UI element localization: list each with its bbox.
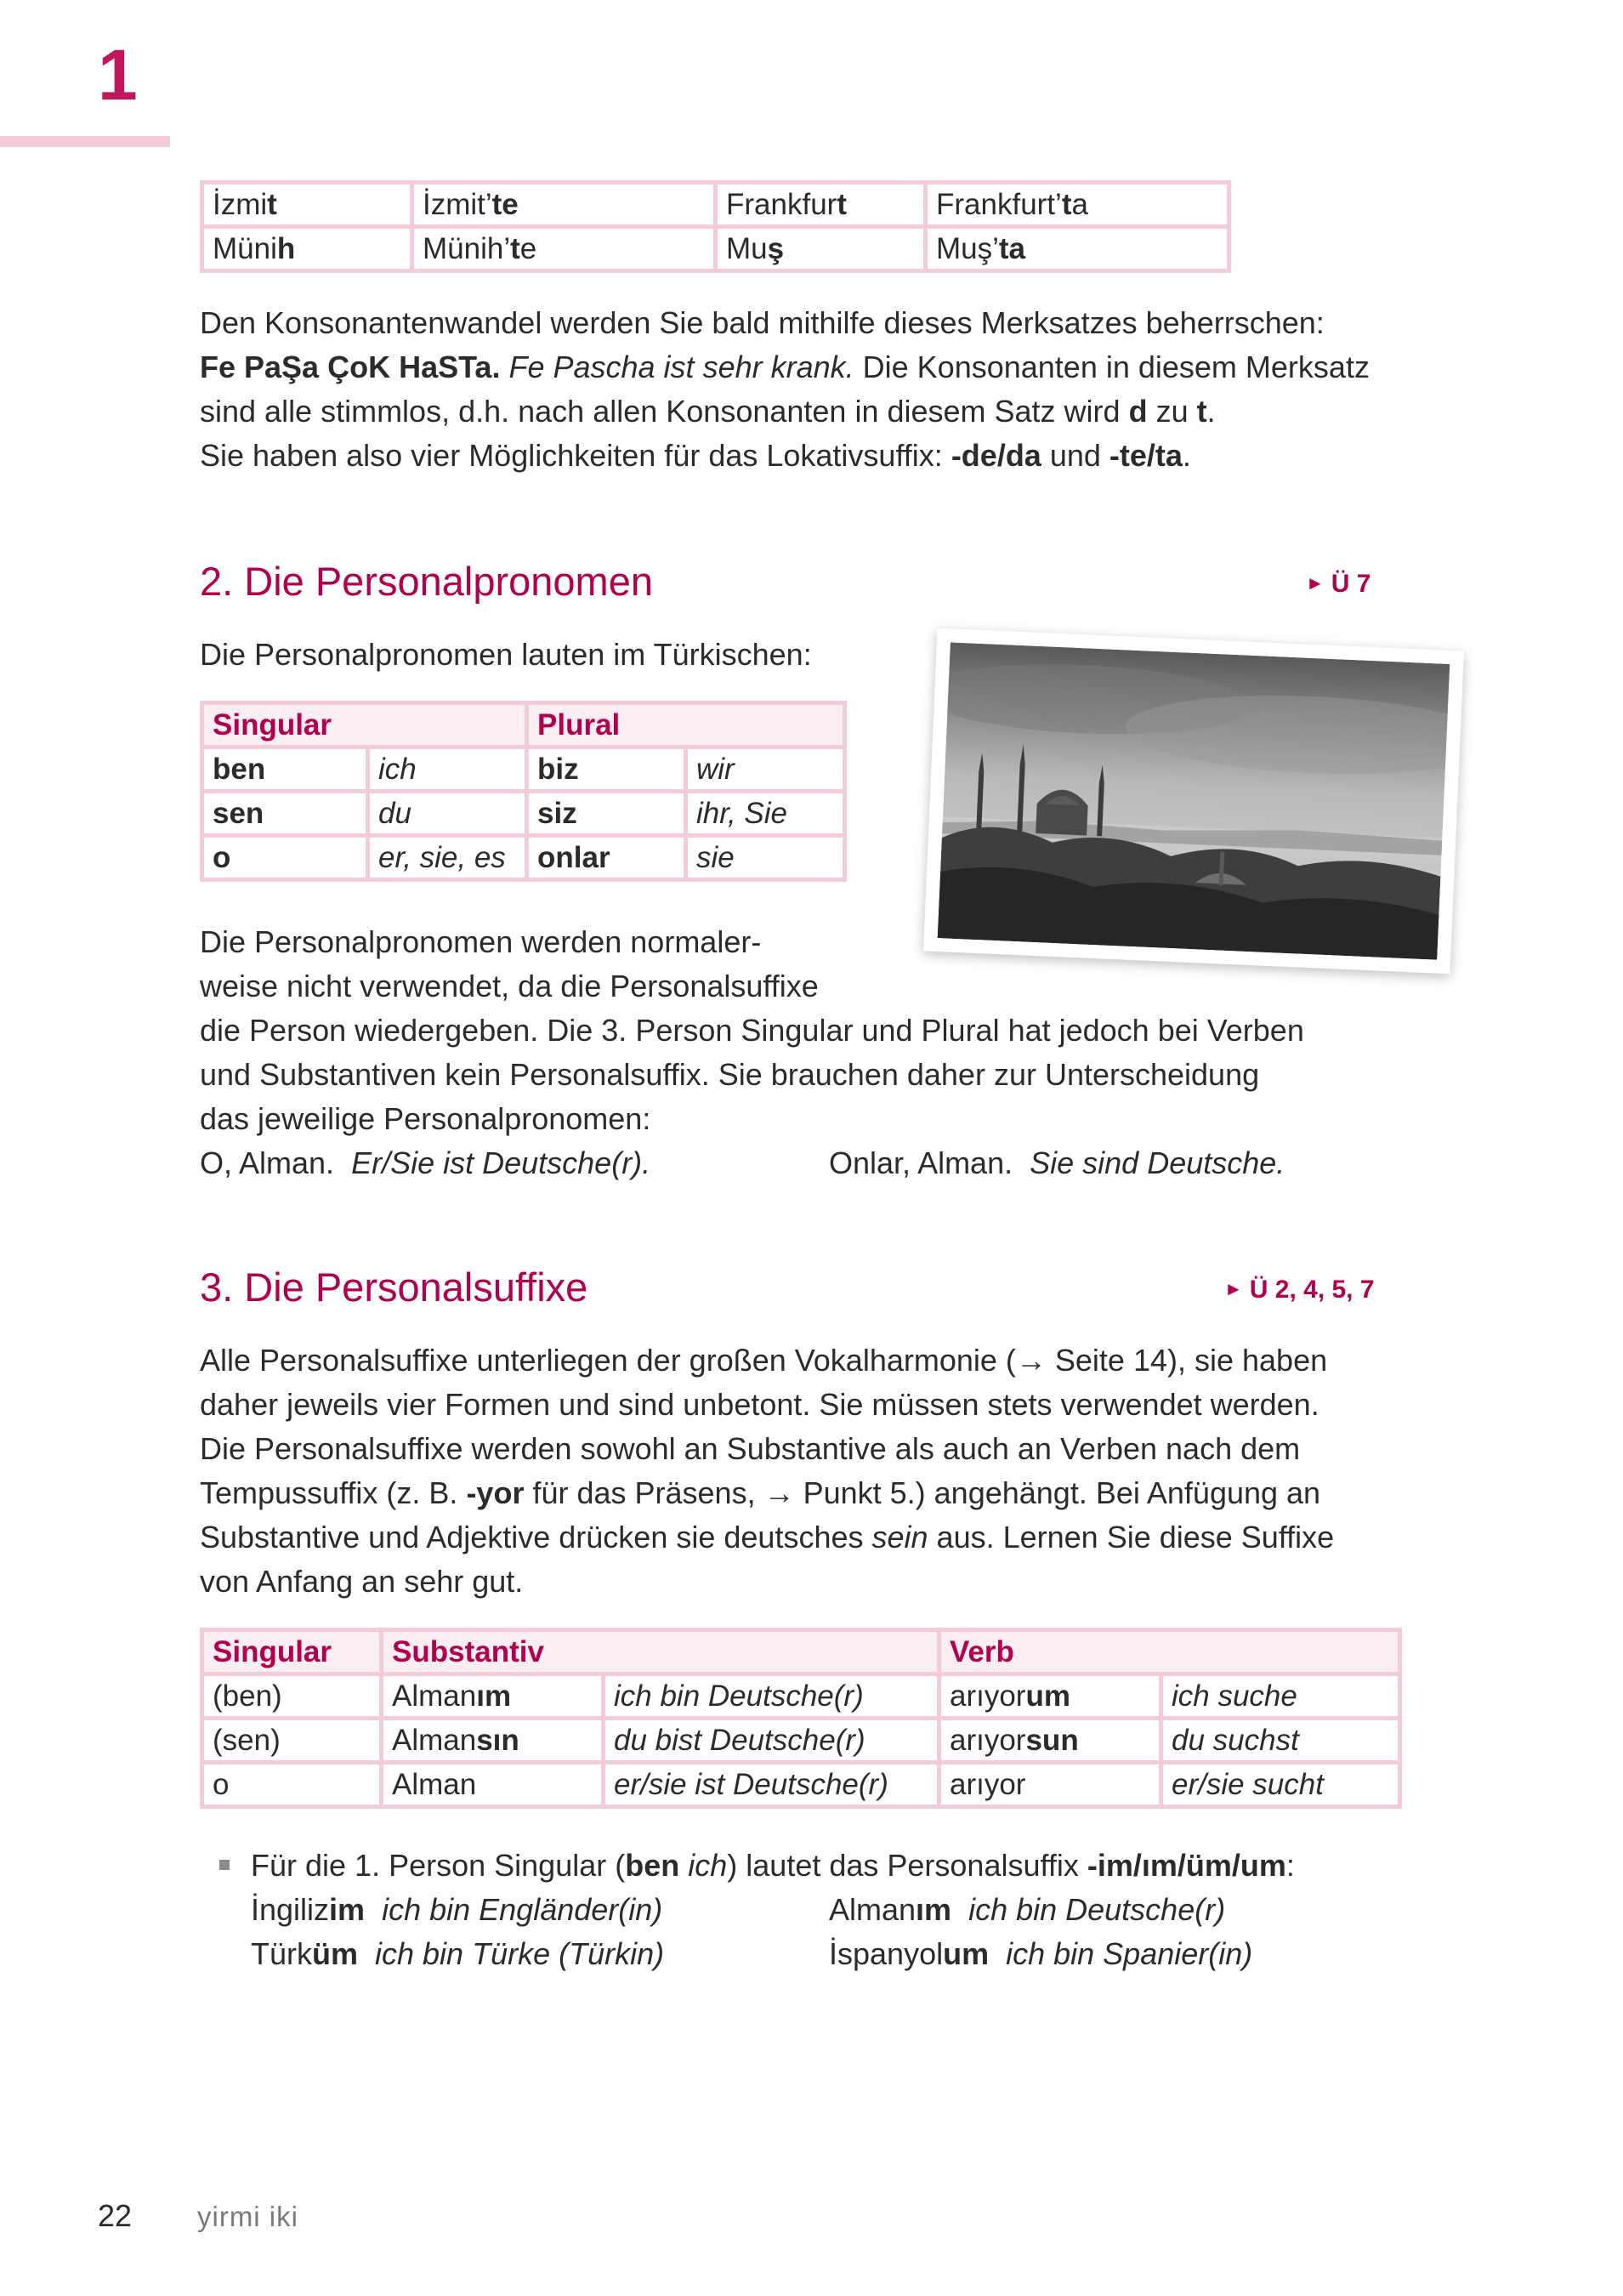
header-singular: Singular — [202, 703, 527, 747]
table-cell: İzmit’te — [412, 183, 716, 227]
table-cell: onlar — [527, 836, 686, 880]
para-line: Tempussuffix (z. B. -yor für das Präsens, → Punkt 5.) angehängt. Bei Anfügung an — [200, 1475, 1321, 1510]
para-line: die Person wiedergeben. Die 3. Person Singular und Plural hat jedoch bei Verben — [200, 1013, 1304, 1048]
table-row — [202, 747, 845, 792]
chapter-bar — [0, 136, 170, 147]
para-line: Die Personalpronomen werden normaler- — [200, 924, 762, 959]
table-cell: arıyorum — [939, 1674, 1161, 1719]
table-row — [202, 1763, 1400, 1807]
table-row — [202, 227, 1229, 271]
arrow-icon: ► — [1224, 1278, 1243, 1299]
table-header-row — [202, 703, 845, 747]
section-2-paragraph — [200, 920, 1424, 1141]
example-turkum: Türküm ich bin Türke (Türkin) — [251, 1936, 665, 1971]
table-cell: Muş — [716, 227, 926, 271]
table-cell: Münih’te — [412, 227, 716, 271]
example-ingilizim: İngilizim ich bin Engländer(in) — [251, 1892, 663, 1927]
table-cell: Münih — [202, 227, 412, 271]
table-cell: ihr, Sie — [686, 792, 845, 836]
para-line: das jeweilige Personalpronomen: — [200, 1101, 651, 1136]
table-cell: ich suche — [1161, 1674, 1400, 1719]
table-cell: ben — [202, 747, 368, 792]
mnemonic-translation: Fe Pascha ist sehr krank. — [508, 350, 854, 384]
para-line: weise nicht verwendet, da die Personalsuffixe — [200, 969, 819, 1003]
chapter-number: 1 — [98, 35, 138, 115]
mnemonic: Fe PaŞa ÇoK HaSTa. — [200, 350, 501, 384]
intro-line-2: Fe PaŞa ÇoK HaSTa. Fe Pascha ist sehr krank. Die Konsonanten in diesem Merksatz — [200, 350, 1370, 384]
page-number-word: yirmi iki — [197, 2201, 298, 2232]
example-right: Onlar, Alman. Sie sind Deutsche. — [829, 1145, 1285, 1180]
table-cell: o — [202, 1763, 382, 1807]
para-line: und Substantiven kein Personalsuffix. Sie brauchen daher zur Unterscheidung — [200, 1057, 1260, 1092]
table-cell: biz — [527, 747, 686, 792]
arrow-icon: ► — [1306, 572, 1325, 594]
header-noun: Substantiv — [382, 1630, 939, 1674]
table-cell: Frankfurt’ta — [926, 183, 1229, 227]
table-cell: sen — [202, 792, 368, 836]
table-cell: er, sie, es — [368, 836, 527, 880]
example-left: O, Alman. Er/Sie ist Deutsche(r). — [200, 1145, 651, 1180]
table-cell: (ben) — [202, 1674, 382, 1719]
section-2-intro: Die Personalpronomen lauten im Türkischen: — [200, 637, 812, 672]
table-row — [202, 836, 845, 880]
table-cell: siz — [527, 792, 686, 836]
header-plural: Plural — [527, 703, 845, 747]
table-cell: o — [202, 836, 368, 880]
table-row — [202, 1674, 1400, 1719]
section-3-paragraph — [200, 1338, 1441, 1604]
section-3-title: 3. Die Personalsuffixe — [200, 1265, 588, 1310]
table-cell: sie — [686, 836, 845, 880]
table-cell: er/sie ist Deutsche(r) — [604, 1763, 939, 1807]
table-cell: (sen) — [202, 1719, 382, 1763]
table-cell: Frankfurt — [716, 183, 926, 227]
table-cell: ich — [368, 747, 527, 792]
table-cell: İzmit — [202, 183, 412, 227]
istanbul-skyline-image — [938, 642, 1450, 959]
table-cell: Almansın — [382, 1719, 604, 1763]
section-2-title: 2. Die Personalpronomen — [200, 559, 653, 604]
section-3-ref[interactable]: ► Ü 2, 4, 5, 7 — [1224, 1276, 1375, 1304]
table-cell: er/sie sucht — [1161, 1763, 1400, 1807]
example-almanim: Almanım ich bin Deutsche(r) — [829, 1892, 1226, 1927]
table-header-row — [202, 1630, 1400, 1674]
bullet-icon — [219, 1860, 230, 1870]
para-line: daher jeweils vier Formen und sind unbetont. Sie müssen stets verwendet werden. — [200, 1387, 1319, 1422]
example-ispanyolum: İspanyolum ich bin Spanier(in) — [829, 1936, 1253, 1971]
pronoun-table — [200, 701, 847, 882]
para-line: Alle Personalsuffixe unterliegen der großen Vokalharmonie (→ Seite 14), sie haben — [200, 1343, 1328, 1378]
table-cell: Alman — [382, 1763, 604, 1807]
table-cell: arıyorsun — [939, 1719, 1161, 1763]
table-cell: du — [368, 792, 527, 836]
para-line: Substantive und Adjektive drücken sie deutsches sein aus. Lernen Sie diese Suffixe — [200, 1520, 1335, 1554]
table-cell: Almanım — [382, 1674, 604, 1719]
table-cell: Muş’ta — [926, 227, 1229, 271]
intro-line-4: Sie haben also vier Möglichkeiten für das Lokativsuffix: -de/da und -te/ta. — [200, 438, 1191, 473]
bullet-text: Für die 1. Person Singular (ben ich) lautet das Personalsuffix -im/ım/üm/um: — [251, 1848, 1295, 1883]
header-verb: Verb — [939, 1630, 1400, 1674]
table-cell: arıyor — [939, 1763, 1161, 1807]
intro-line-1: Den Konsonantenwandel werden Sie bald mithilfe dieses Merksatzes beherrschen: — [200, 305, 1325, 340]
header-singular: Singular — [202, 1630, 382, 1674]
table-row — [202, 792, 845, 836]
intro-line-3: sind alle stimmlos, d.h. nach allen Konsonanten in diesem Satz wird d zu t. — [200, 394, 1216, 429]
section-2-ref[interactable]: ► Ü 7 — [1306, 570, 1371, 598]
table-cell: ich bin Deutsche(r) — [604, 1674, 939, 1719]
para-line: Die Personalsuffixe werden sowohl an Substantive als auch an Verben nach dem — [200, 1431, 1301, 1466]
table-cell: du suchst — [1161, 1719, 1400, 1763]
table-cell: wir — [686, 747, 845, 792]
page-number: 22 — [98, 2198, 133, 2233]
intro-paragraph — [200, 301, 1424, 478]
locative-table — [200, 180, 1231, 273]
suffix-table — [200, 1628, 1402, 1809]
table-cell: du bist Deutsche(r) — [604, 1719, 939, 1763]
para-line: von Anfang an sehr gut. — [200, 1564, 524, 1599]
table-row — [202, 183, 1229, 227]
table-row — [202, 1719, 1400, 1763]
